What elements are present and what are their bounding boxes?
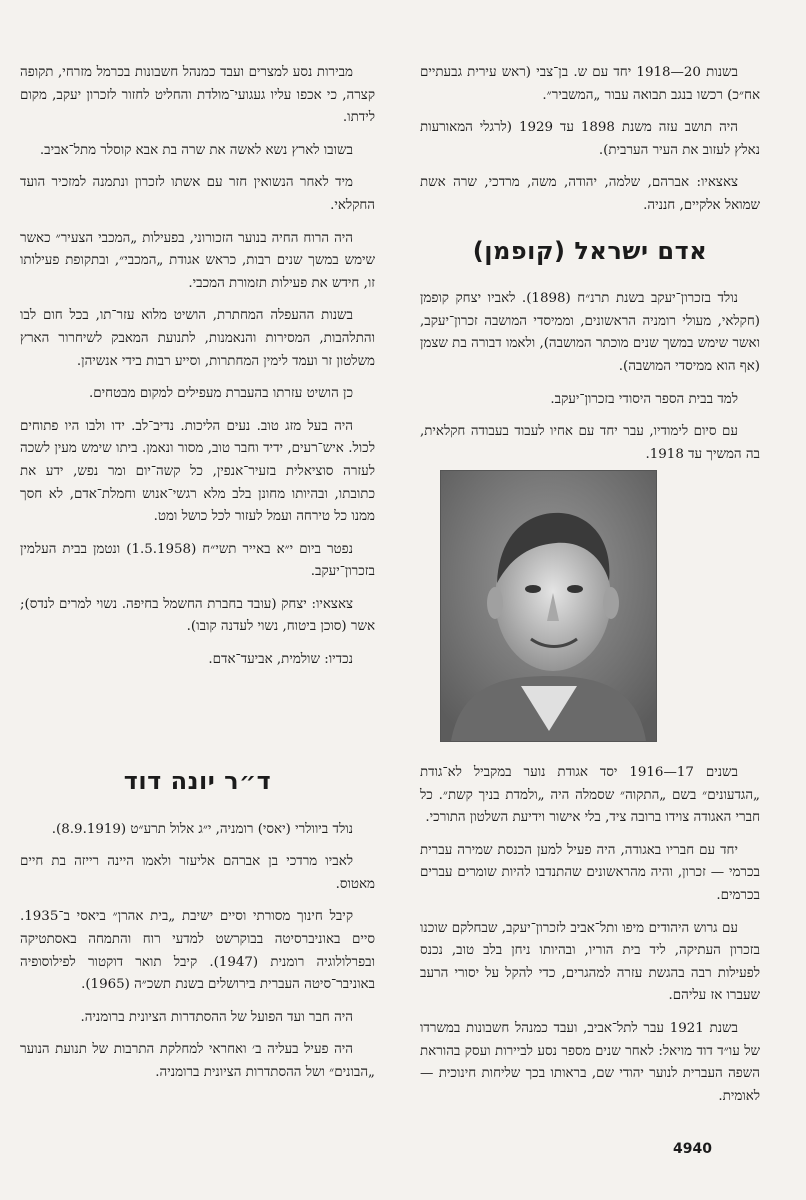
paragraph: עם סיום לימודיו, עבר יחד עם אחיו לעבוד בעבודה חקלאית, בה המשיך עד 1918.	[420, 424, 760, 462]
right-column	[420, 58, 760, 476]
paragraph: מיד לאחר הנשואין חזר עם אשתו לזכרון ונתמנה למזכיר הועד החקלאי.	[20, 175, 375, 213]
biography-heading: אדם ישראל (קופמן)	[472, 236, 708, 265]
paragraph: בשובו לארץ נשא לאשה את שרה בת אבא קוסלר מתל־אביב.	[39, 142, 353, 158]
paragraph: היה חבר ועד הפועל של ההסתדרות הציונית ברומניה.	[80, 1009, 353, 1025]
paragraph: נפטר ביום י״א באייר תשי״ח (1.5.1958) ונטמן בבית העלמין בזכרון־יעקב.	[20, 541, 375, 580]
paragraph: היה תושב עזה משנת 1898 עד 1929 (לרגלי המאורעות נאלץ לעזוב את העיר הערבית).	[420, 120, 760, 158]
paragraph: בשנות ההעפלה המחתרת, הושיט מלוא עזר־תו, בכל חום לבו והתלהבות, המסירות והנאמנות, לתנועת המאבק לשיחרור הארץ משלטון זר ועמד לימין המחתרות, וסייע רבות בידי אנשיהן.	[20, 308, 375, 369]
left-column-lower	[20, 762, 375, 1095]
paragraph: נולד ביוולרי (יאסי) רומניה, י״ג אלול תרע״ט (8.9.1919).	[51, 821, 353, 837]
paragraph: נולד בזכרון־יעקב בשנת תרנ״ח (1898). לאביו יצחק קופמן (חקלאי, מעולי רומניה הראשונים, וממיסדי המושבה זכרון־יעקב, ואשר שימש במשך שנים מוכתר המושבה), ולאמו דבורה בת שצמן (אף הוא ממיסדי המושבה).	[420, 291, 760, 374]
paragraph: למד בבית הספר היסודי בזכרון־יעקב.	[550, 391, 738, 407]
portrait-photo	[440, 470, 657, 742]
paragraph: מבירות נסע למצרים ועבד כמנהל חשבונות בכרמל מזרחי, תקופה קצרה, כי אכפו עליו געגועי־מולדת והחליט לחזור לזכרון יעקב, מקום לידתו.	[20, 65, 375, 126]
paragraph: עם גרוש היהודים מיפו ותל־אביב לזכרון־יעקב, שבחלקם שוכנו בזכרון העתיקה, ליד בית הוריו, ובהיותו ניחן בלב טוב, נכנס לפעילות רבה בהגשת עזרה למהגרים, כדי להקל על יסורי הרעב שעברו אז עליהם.	[420, 920, 760, 1004]
paragraph: צאצאיו: אברהם, שלמה, יהודה, משה, מרדכי, שרה אשת שמואל אלקיים, חנניה.	[420, 175, 760, 213]
paragraph: היה פעיל בעליה ב׳ ואחראי למחלקת התרבות של תנועת הנוער „הבונים״ ושל ההסתדרות הציונית ברומניה.	[20, 1042, 375, 1080]
paragraph: בשנים 17—1916 יסד אגודת נוער במקביל לא־גודת „הגדעונים״ בשם „התקוה״ שסמלה היה „ולמדת בניך קשת״. כל חברי האגודה צוידו ברובה ציד, בלי אישור וידיעת השלטון התורכי.	[420, 765, 760, 826]
left-column	[20, 62, 375, 682]
paragraph: היה בעל מזג טוב. נעים הליכות. נדיב־לב. ידו ולבו היו פתוחים לכול. איש־רעים, ידיד וחבר טוב, מסור ונאמן. ביתו שימש מעין לשכה לעזרה סוציאלית בזעיר־אנפין, כל קשה־יום ומר נפש, ידע את כתובתו, ובהיותו מחונן בלב מלא רגשי־אנוש וחמלת־אדם, לא חסך ממנו כל טירחה ועמל לעזור לכל כושל ומט.	[20, 418, 375, 525]
paragraph: נכדיו: שולמית, אביעד־אדם.	[208, 652, 353, 668]
portrait-icon	[441, 471, 656, 741]
paragraph: יחד עם חבריו באגודה, היה פעיל למען הכנסת שמירה עברית בכרמי — זכרון, והיה מהראשונים שהתנדבו להיות שומרים עברים בכרמים.	[420, 842, 760, 903]
paragraph: בשנות 20—1918 יחד עם ש. בן־צבי (ראש עירית גבעתיים אח״כ) רכשו בנגב תבואה עבור „המשביר״.	[420, 65, 760, 103]
paragraph: קיבל חינוך מסורתי וסיים ישיבת „בית אהרן״ ביאסי ב־1935. סיים באוניברסיטה בבוקרשט למדעי רוח והתמחה באסתטיקה ובפרלולוגיה רומנית (1947). קיבל תואר דוקטור לפילוסופיה באוניבר־סיטה העברית בירושלים בשנת תשכ״ה (1965).	[20, 909, 375, 993]
paragraph: צאצאיו: יצחק (עובד בחברת החשמל בחיפה. נשוי למרים לנדס); אשר (סוכן ביטוח, נשוי לעדנה קובו).	[20, 596, 375, 635]
paragraph: לאביו מרדכי בן אברהם אליעזר ולאמו היינה רייזה בת חיים מאטוס.	[20, 854, 375, 892]
paragraph: בשנת 1921 עבר לתל־אביב, ועבד כמנהל חשבונות במשרדו של עו״ד דוד מויאל: לאחר שנים מספר נסע לביירות ועסק בהוראת השפה העברית לנוער יהודי שם, בראותו בכך שליחות חינוכית — לאומית.	[420, 1020, 760, 1104]
right-column-lower	[420, 762, 760, 1118]
paragraph: היה הרוח החיה בנוער הזכורוני, בפעילות „המכבי הצעיר״ כאשר שימש במשך שנים רבות, כראש אגודת „המכבי״, ובתקופת פעילותו זו, חידש את פעילות תזמורת המכבי.	[20, 230, 375, 291]
biography-heading: ד״ר יונה דוד	[123, 767, 272, 795]
page-number: 4940	[673, 1141, 712, 1157]
paragraph: כן הושיט עזרתו בהעברת מעפילים למקום מבטחים.	[89, 386, 353, 402]
